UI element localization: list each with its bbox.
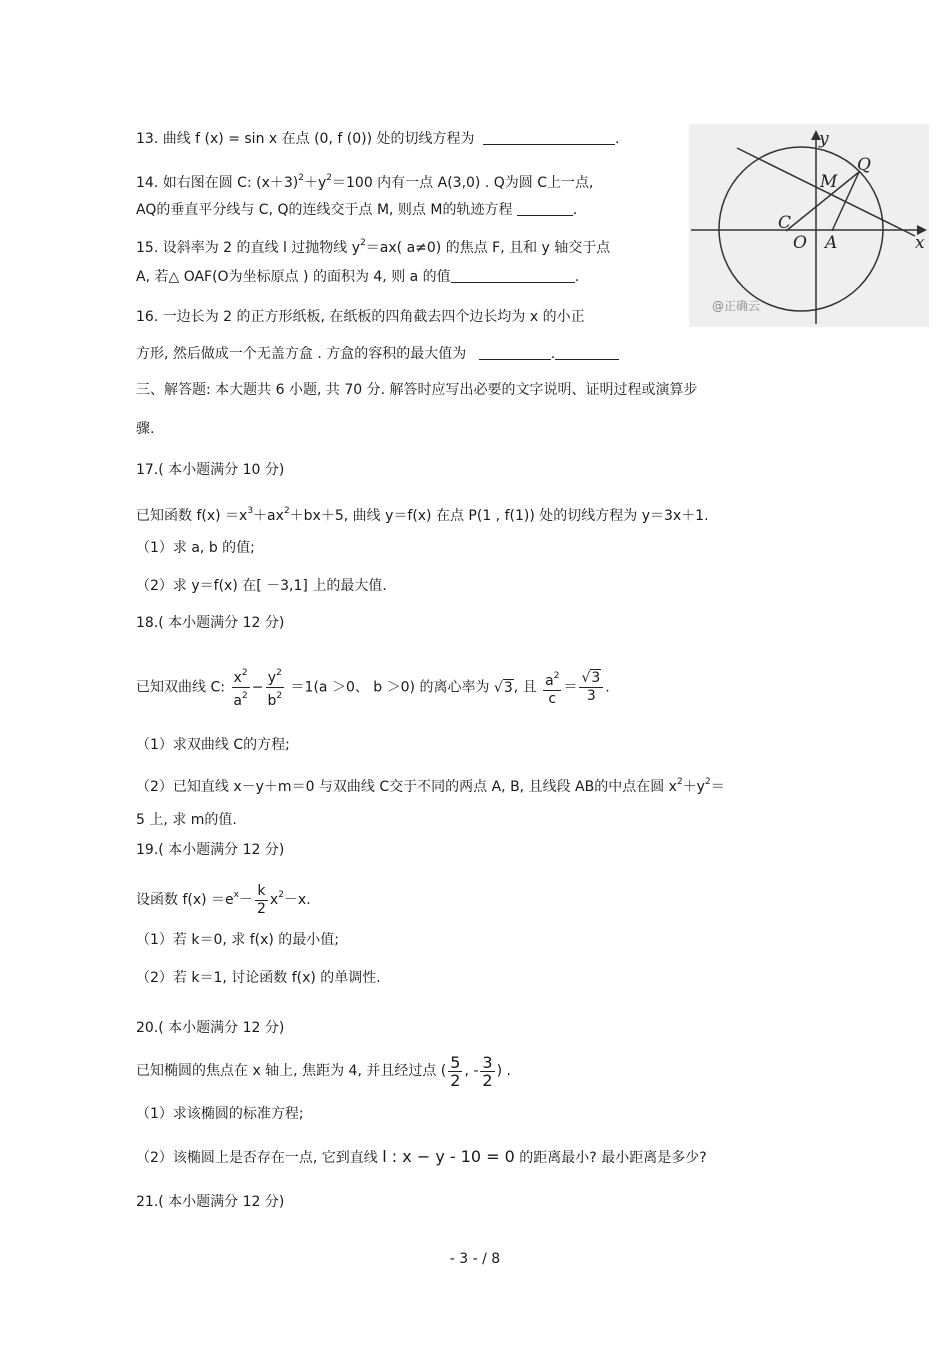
radicand: 3 <box>591 670 601 686</box>
q19-stem <box>136 875 311 920</box>
q14-end: . <box>572 202 578 218</box>
q20-part-2 <box>136 1148 707 1167</box>
q13-end: . <box>614 131 620 147</box>
x2-over-a2-fraction <box>231 665 249 710</box>
circle-figure <box>689 124 929 327</box>
section-3-text: 骤. <box>136 421 155 437</box>
superscript: 2 <box>298 173 304 183</box>
q18-p1: （1）求双曲线 C的方程; <box>136 737 290 753</box>
label-x: x <box>915 233 925 253</box>
q15-end: . <box>574 269 580 285</box>
page-number: - 3 - / 8 <box>449 1251 501 1267</box>
label-y: y <box>819 129 829 149</box>
q17-p1: （1）求 a, b 的值; <box>136 540 255 556</box>
q16-text: 方形, 然后做成一个无盖方盒 . 方盒的容积的最大值为 <box>136 346 471 362</box>
q18-p2: （2）已知直线 x－y＋m＝0 与双曲线 C交于不同的两点 A, B, 且线段 AB的中点在圆 x <box>136 779 677 795</box>
superscript: 2 <box>278 890 284 900</box>
q18-p2: ＋y <box>682 779 705 795</box>
label-o: O <box>793 233 807 253</box>
q19-p1: （1）若 k＝0, 求 f(x) 的最小值; <box>136 932 340 948</box>
q20-text: , - <box>464 1063 479 1079</box>
q19-text: －x. <box>283 892 311 908</box>
fraction-denominator: a <box>233 693 242 709</box>
q14-answer-blank <box>517 201 573 216</box>
q18-part-2 <box>136 773 725 796</box>
q16-line-2 <box>136 345 619 363</box>
q17-p2: （2）求 y＝f(x) 在[ －3,1] 上的最大值. <box>136 578 387 594</box>
q13-text-3: 处的切线方程为 <box>372 131 479 147</box>
q13-line <box>136 130 619 148</box>
q18-heading <box>136 614 284 632</box>
sqrt3-over-3-fraction: $\frac{√3}{3}$ <box>579 670 603 705</box>
q18-part-2-line-2 <box>136 811 237 829</box>
q18-part-1 <box>136 736 290 754</box>
q20-heading <box>136 1019 284 1037</box>
superscript: 2 <box>241 668 248 678</box>
superscript: x <box>233 890 239 900</box>
q20-text: 已知椭圆的焦点在 x 轴上, 焦距为 4, 并且经过点 ( <box>136 1063 447 1079</box>
superscript: 2 <box>676 777 683 787</box>
q18-text: , 且 <box>513 679 542 696</box>
q18-end: . <box>605 679 610 696</box>
q20-stem <box>136 1051 511 1091</box>
q17-text: 已知函数 f(x) ＝x <box>136 508 248 524</box>
superscript: 2 <box>283 506 290 516</box>
q18-text: ＝1(a ＞0、 b ＞0) 的离心率为 <box>286 679 494 696</box>
q14-text: 14. 如右图在圆 C: (x＋3) <box>136 175 299 191</box>
q18-text: 已知双曲线 C: <box>136 679 230 696</box>
sqrt-3: √3 <box>493 679 513 696</box>
q17-text: ＋bx＋5, 曲线 y＝f(x) 在点 P(1 , f(1)) 处的切线方程为 y＝3x＋1. <box>289 508 709 524</box>
superscript: 2 <box>276 668 282 678</box>
a2-over-c-fraction: $\frac{a^2}{c}$ <box>543 668 561 708</box>
q17-part-1 <box>136 539 255 557</box>
q19-part-1 <box>136 931 339 949</box>
q20-p2: （2）该椭圆上是否存在一点, 它到直线 <box>136 1150 383 1166</box>
q17-head: 17.( 本小题满分 10 分) <box>136 462 285 478</box>
q20-line-equation: l : x − y - 10 = 0 <box>382 1147 515 1166</box>
q17-heading <box>136 461 284 479</box>
q13-formula: f (x) = sin x <box>195 131 278 147</box>
q19-text: 设函数 f(x) ＝e <box>136 892 234 908</box>
q14-text: AQ的垂直平分线与 C, Q的连线交于点 M, 则点 M的轨迹方程 <box>136 202 517 218</box>
q14-text: ＝100 内有一点 A(3,0) . Q为圆 C上一点, <box>332 175 594 191</box>
q19-part-2 <box>136 969 381 987</box>
q16-text: 16. 一边长为 2 的正方形纸板, 在纸板的四角截去四个边长均为 x 的小正 <box>136 309 585 325</box>
q16-line-1 <box>136 308 585 326</box>
section-3-text: 三、解答题: 本大题共 6 小题, 共 70 分. 解答时应写出必要的文字说明、证明过程或演算步 <box>136 382 698 398</box>
q19-p2: （2）若 k＝1, 讨论函数 f(x) 的单调性. <box>136 970 381 986</box>
q16-end: . <box>550 346 556 362</box>
superscript: 2 <box>553 670 560 681</box>
q18-p2: ＝ <box>710 779 725 795</box>
q15-line-1 <box>136 234 610 257</box>
label-q: Q <box>857 155 871 175</box>
q17-stem <box>136 502 709 525</box>
label-a: A <box>825 233 838 253</box>
section-3-heading <box>136 381 698 399</box>
q15-line-2 <box>136 268 579 286</box>
label-c: C <box>778 213 792 233</box>
fraction-denominator: b <box>267 693 277 709</box>
radicand: 3 <box>503 679 513 696</box>
q15-text: 15. 设斜率为 2 的直线 l 过抛物线 y <box>136 240 361 256</box>
q17-text: ＋ax <box>253 508 284 524</box>
superscript: 3 <box>247 506 254 516</box>
superscript: 2 <box>704 777 711 787</box>
perpendicular-bisector-line <box>737 148 915 236</box>
watermark: @正确云 <box>712 299 761 313</box>
q18-head: 18.( 本小题满分 12 分) <box>136 615 285 631</box>
q20-p2: 的距离最小? 最小距离是多少? <box>514 1150 707 1166</box>
q21-heading <box>136 1193 284 1211</box>
y2-over-b2-fraction <box>265 665 284 710</box>
circle-figure-svg <box>689 124 929 327</box>
q15-text: ＝ax( a≠0) 的焦点 F, 且和 y 轴交于点 <box>365 240 611 256</box>
three-halves-fraction: $\frac{3}{2}$ <box>482 1052 493 1090</box>
label-m: M <box>820 172 838 192</box>
q13-point: (0, f (0)) <box>314 131 373 147</box>
q20-text: ) . <box>496 1063 511 1079</box>
q13-text-2: 在点 <box>277 131 315 147</box>
q14-line-2 <box>136 201 577 219</box>
q16-answer-blank-2 <box>555 345 619 360</box>
q19-head: 19.( 本小题满分 12 分) <box>136 842 285 858</box>
q20-part-1 <box>136 1105 304 1123</box>
q15-text: A, 若△ OAF(O为坐标原点 ) 的面积为 4, 则 a 的值 <box>136 269 451 285</box>
k-over-2-fraction: $\frac{k}{2}$ <box>256 882 266 917</box>
q19-text: x <box>269 892 279 908</box>
q13-answer-blank <box>483 130 615 145</box>
q18-stem: 已知双曲线 C: $\frac{x^2}{a^2}$ − $\frac{y^2}{b^2}$ ＝1(a ＞0、 b ＞0) 的离心率为 √3, 且 $\frac{a^2}{c}$ ＝ $\frac{√3}{3}$ . <box>136 665 610 710</box>
q18-p2: 5 上, 求 m的值. <box>136 812 237 828</box>
q14-line-1 <box>136 169 593 192</box>
q20-head: 20.( 本小题满分 12 分) <box>136 1020 285 1036</box>
superscript: 2 <box>360 238 366 248</box>
fraction-numerator: a <box>545 672 554 689</box>
superscript: 2 <box>326 173 332 183</box>
superscript: 2 <box>242 691 248 701</box>
q21-head: 21.( 本小题满分 12 分) <box>136 1194 285 1210</box>
q14-text: ＋y <box>303 175 327 191</box>
superscript: 2 <box>276 691 283 701</box>
minus-sign: − <box>251 679 264 696</box>
section-3-heading-2 <box>136 420 154 438</box>
five-halves-fraction: $\frac{5}{2}$ <box>450 1052 461 1090</box>
q15-answer-blank <box>451 268 575 283</box>
q16-answer-blank-1 <box>479 345 551 360</box>
q20-p1: （1）求该椭圆的标准方程; <box>136 1106 304 1122</box>
fraction-numerator: x <box>233 670 242 686</box>
q17-part-2 <box>136 577 387 595</box>
q13-text: 13. 曲线 <box>136 131 196 147</box>
fraction-numerator: y <box>267 670 277 686</box>
q19-text: － <box>238 892 253 908</box>
q19-heading <box>136 841 284 859</box>
